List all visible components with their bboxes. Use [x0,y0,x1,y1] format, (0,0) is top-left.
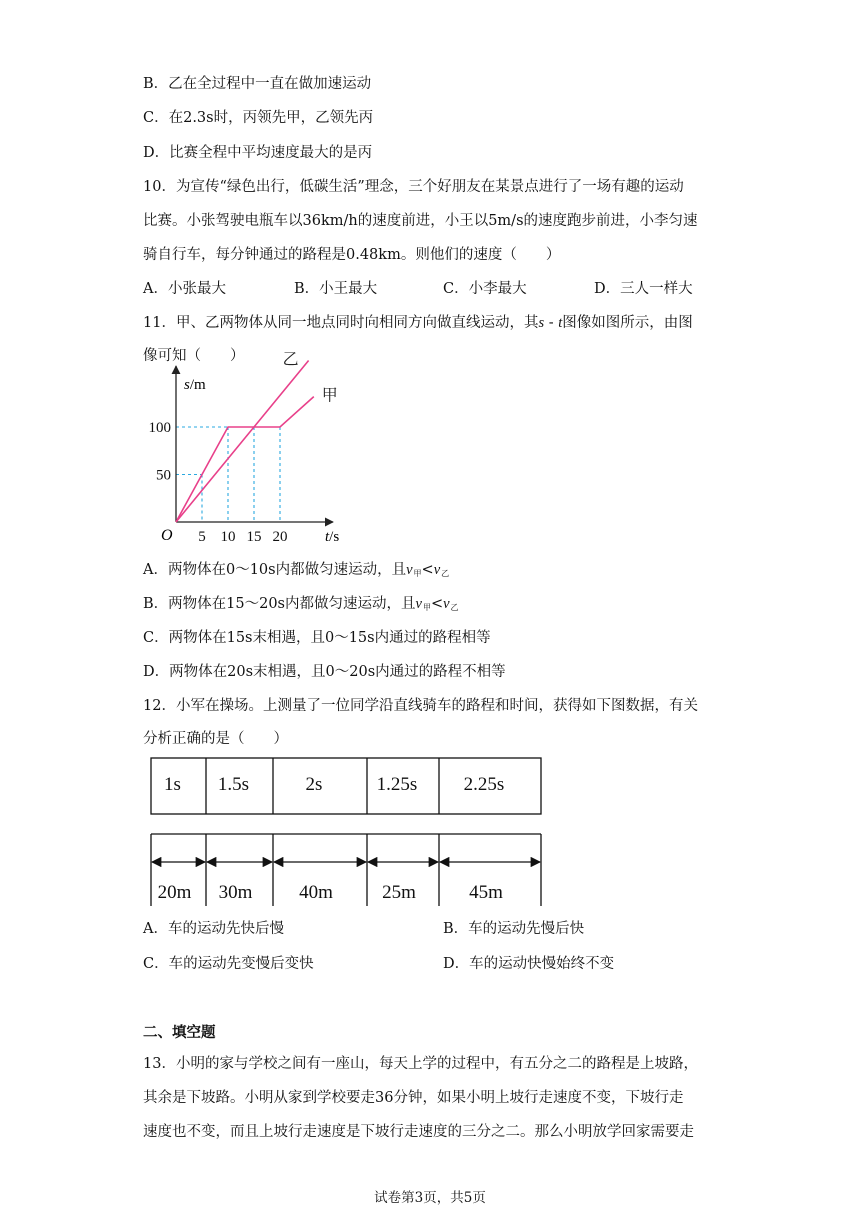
time-cell-value: 2s [305,774,323,795]
x-tick-label: 10 [220,529,236,545]
q9-option-b: B．乙在全过程中一直在做加速运动 [143,76,372,92]
q11-stem-text: 11．甲、乙两物体从同一地点同时向相同方向做直线运动，其 [143,315,539,331]
v-symbol: v [415,596,422,612]
section-heading: 二、填空题 [143,1024,216,1041]
y-tick-label: 50 [156,467,171,484]
q13-stem-line1: 13．小明的家与学校之间有一座山，每天上学的过程中，有五分之二的路程是上坡路， [143,1056,698,1072]
time-cell-value: 1.25s [376,774,418,795]
q13-stem-line3: 速度也不变，而且上坡行走速度是下坡行走速度的三分之二。那么小明放学回家需要走 [143,1124,694,1140]
y-tick-label: 100 [148,420,171,436]
q12-option-d: D．车的运动快慢始终不变 [443,956,615,972]
dashed-guides [176,427,280,522]
q11-stem-text-end: 图像如图所示，由图 [562,315,693,331]
x-tick-label: 15 [246,529,262,545]
q12-data-table [143,756,547,908]
ylabel-unit: /m [189,377,206,393]
q12-option-a: A．车的运动先快后慢 [143,921,284,937]
time-row [151,758,541,814]
distance-cell-value: 30m [218,882,253,903]
v-symbol: v [433,562,441,578]
distance-cell-value: 25m [382,882,416,903]
x-axis-label [325,529,339,545]
distance-cell-value: 45m [469,882,503,903]
q9-option-d: D．比赛全程中平均速度最大的是丙 [143,145,373,161]
y-axis-label [184,377,206,393]
graph-series [176,350,338,523]
q11-option-a [143,558,449,579]
q11-option-c: C．两物体在15s末相遇，且0～15s内通过的路程相等 [143,630,491,646]
q11-option-a-text: A．两物体在0～10s内都做匀速运动，且 [143,562,407,578]
page-footer: 试卷第3页，共5页 [374,1190,486,1206]
q10-stem-line1: 10．为宣传“绿色出行，低碳生活”理念，三个好朋友在某景点进行了一场有趣的运动 [143,179,684,195]
v-symbol: v [406,562,413,578]
less-than: < [421,562,434,578]
q13-stem-line2: 其余是下坡路。小明从家到学校要走36分钟，如果小明上坡行走速度不变，下坡行走 [143,1090,684,1106]
q12-option-b: B．车的运动先慢后快 [443,921,585,937]
time-cell-value: 1.5s [217,774,250,795]
subscript-yi: 乙 [441,569,450,578]
x-tick-label: 20 [272,529,288,545]
subscript-jia: 甲 [422,603,431,612]
ylabel-variable: s [184,377,190,393]
less-than: < [430,596,444,612]
q10-option-c: C．小李最大 [443,281,527,297]
q12-stem-line1: 12．小军在操场。上测量了一位同学沿直线骑车的路程和时间，获得如下图数据，有关 [143,698,698,714]
q11-option-d: D．两物体在20s末相遇，且0～20s内通过的路程不相等 [143,664,506,680]
distance-cell-value: 40m [299,882,333,903]
q11-t-symbol: t [558,315,563,331]
distance-cell-value: 20m [157,882,192,903]
v-symbol: v [443,596,450,612]
q10-stem-line2: 比赛。小张驾驶电瓶车以36km/h的速度前进，小王以5m/s的速度跑步前进，小李匀速 [143,213,698,229]
q10-option-a: A．小张最大 [143,281,226,297]
time-cell-value: 1s [164,774,181,795]
q11-s-symbol: s [538,315,545,331]
series-label-1: 甲 [321,385,338,405]
q10-option-d: D．三人一样大 [594,281,693,297]
subscript-jia: 甲 [413,569,422,578]
q10-option-b: B．小王最大 [294,281,378,297]
xlabel-unit: /s [329,529,340,545]
subscript-yi: 乙 [450,603,459,612]
q10-stem-line3: 骑自行车，每分钟通过的路程是0.48km。则他们的速度（ ） [143,247,561,263]
xlabel-variable: t [325,529,330,545]
q9-option-c: C．在2.3s时，丙领先甲，乙领先丙 [143,110,374,126]
x-tick-label: 5 [198,529,206,545]
origin-label: O [161,527,173,544]
q11-dash: - [544,315,559,331]
time-cell-value: 2.25s [463,774,505,795]
q12-option-c: C．车的运动先变慢后变快 [143,956,314,972]
distance-row [151,834,541,906]
series-line-1 [176,397,314,522]
q11-stem-line2: 像可知（ ） [143,348,245,364]
q12-stem-line2: 分析正确的是（ ） [143,731,288,747]
q11-option-b [143,592,459,613]
q11-stem-line1 [143,311,693,332]
q11-option-b-text: B．两物体在15～20s内都做匀速运动，且 [143,596,416,612]
series-label-0: 乙 [282,349,299,369]
